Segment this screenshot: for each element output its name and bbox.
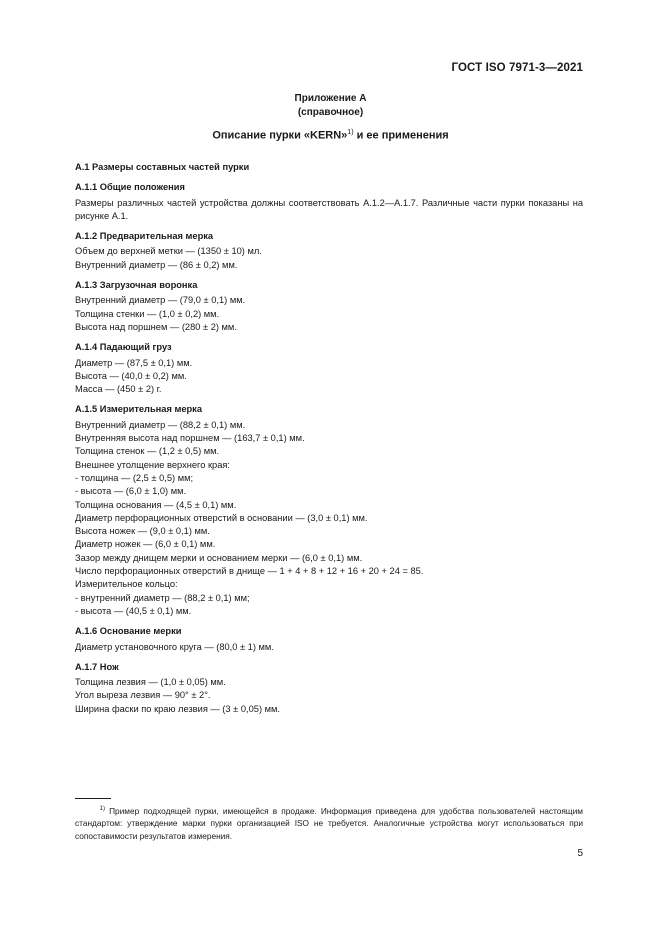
spec-line: Высота — (40,0 ± 0,2) мм. [75, 370, 187, 381]
footnote-divider [75, 798, 111, 799]
document-body [75, 161, 583, 716]
section-a1-1-text: Размеры различных частей устройства должны соответствовать А.1.2—А.1.7. Различные части пурки показаны на рисунке А.1. [75, 197, 583, 221]
section-a1-2-heading: А.1.2 Предварительная мерка [75, 231, 214, 242]
section-a1-2-list [75, 245, 583, 272]
section-a1-3-heading: А.1.3 Загрузочная воронка [75, 280, 198, 291]
spec-line: Высота над поршнем — (280 ± 2) мм. [75, 321, 237, 332]
document-title [0, 129, 661, 142]
section-a1-7-list [75, 676, 583, 716]
section-a1-3-list [75, 294, 583, 334]
title-suffix: и ее применения [353, 129, 449, 142]
spec-line: Толщина стенок — (1,2 ± 0,5) мм. [75, 446, 220, 457]
spec-line: Внутренний диаметр — (88,2 ± 0,1) мм. [75, 419, 246, 430]
spec-line: Измерительное кольцо: [75, 579, 178, 590]
appendix-subtitle: (справочное) [297, 107, 364, 118]
footnote [75, 803, 583, 842]
section-a1-4-heading: А.1.4 Падающий груз [75, 342, 172, 353]
spec-line: Внутренняя высота над поршнем — (163,7 ± 0,1) мм. [75, 433, 305, 444]
footnote-mark: 1) [99, 806, 105, 812]
section-a1-6-list [75, 641, 583, 654]
section-a1-heading: А.1 Размеры составных частей пурки [75, 162, 250, 172]
section-a1-5-heading: А.1.5 Измерительная мерка [75, 404, 203, 415]
spec-line: Толщина стенки — (1,0 ± 0,2) мм. [75, 308, 220, 319]
spec-line: Внешнее утолщение верхнего края: [75, 459, 231, 470]
spec-line: Объем до верхней метки — (1350 ± 10) мл. [75, 246, 262, 257]
section-a1-1-heading: А.1.1 Общие положения [75, 182, 185, 193]
spec-line: Масса — (450 ± 2) г. [75, 384, 162, 395]
spec-line: Внутренний диаметр — (86 ± 0,2) мм. [75, 259, 238, 270]
spec-line: Внутренний диаметр — (79,0 ± 0,1) мм. [75, 295, 246, 306]
spec-line: Диаметр — (87,5 ± 0,1) мм. [75, 357, 193, 368]
document-code: ГОСТ ISO 7971-3—2021 [451, 62, 583, 74]
page-number: 5 [577, 848, 583, 859]
title-footnote-mark[interactable]: 1) [347, 129, 354, 136]
spec-line: Зазор между днищем мерки и основанием мерки — (6,0 ± 0,1) мм. [75, 552, 363, 563]
title-text: Описание пурки «KERN» [212, 129, 348, 142]
spec-line: - толщина — (2,5 ± 0,5) мм; [75, 472, 194, 483]
spec-line: Диаметр установочного круга — (80,0 ± 1) мм. [75, 641, 274, 652]
spec-line: Толщина лезвия — (1,0 ± 0,05) мм. [75, 677, 226, 688]
appendix-title: Приложение А [294, 93, 367, 104]
section-a1-5-list [75, 419, 583, 618]
spec-line: Ширина фаски по краю лезвия — (3 ± 0,05) мм. [75, 703, 280, 714]
section-a1-7-heading: А.1.7 Нож [75, 661, 119, 672]
spec-line: Толщина основания — (4,5 ± 0,1) мм. [75, 499, 237, 510]
spec-line: - высота — (6,0 ± 1,0) мм. [75, 486, 187, 497]
appendix-heading [0, 92, 661, 120]
spec-line: - внутренний диаметр — (88,2 ± 0,1) мм; [75, 592, 250, 603]
spec-line: Угол выреза лезвия — 90° ± 2°. [75, 690, 211, 701]
spec-line: Диаметр ножек — (6,0 ± 0,1) мм. [75, 539, 216, 550]
footnote-text: Пример подходящей пурки, имеющейся в продаже. Информация приведена для удобства пользователей настоящим стандартом: утверждение марки пурки организацией ISO не требуется. Аналогичные устройства могут использоваться при сопоставимости результатов измерения. [75, 805, 583, 841]
spec-line: Диаметр перфорационных отверстий в основании — (3,0 ± 0,1) мм. [75, 512, 368, 523]
spec-line: - высота — (40,5 ± 0,1) мм. [75, 605, 192, 616]
section-a1-6-heading: А.1.6 Основание мерки [75, 626, 182, 637]
spec-line: Высота ножек — (9,0 ± 0,1) мм. [75, 526, 210, 537]
spec-line: Число перфорационных отверстий в днище — 1 + 4 + 8 + 12 + 16 + 20 + 24 = 85. [75, 566, 424, 577]
section-a1-4-list [75, 357, 583, 397]
